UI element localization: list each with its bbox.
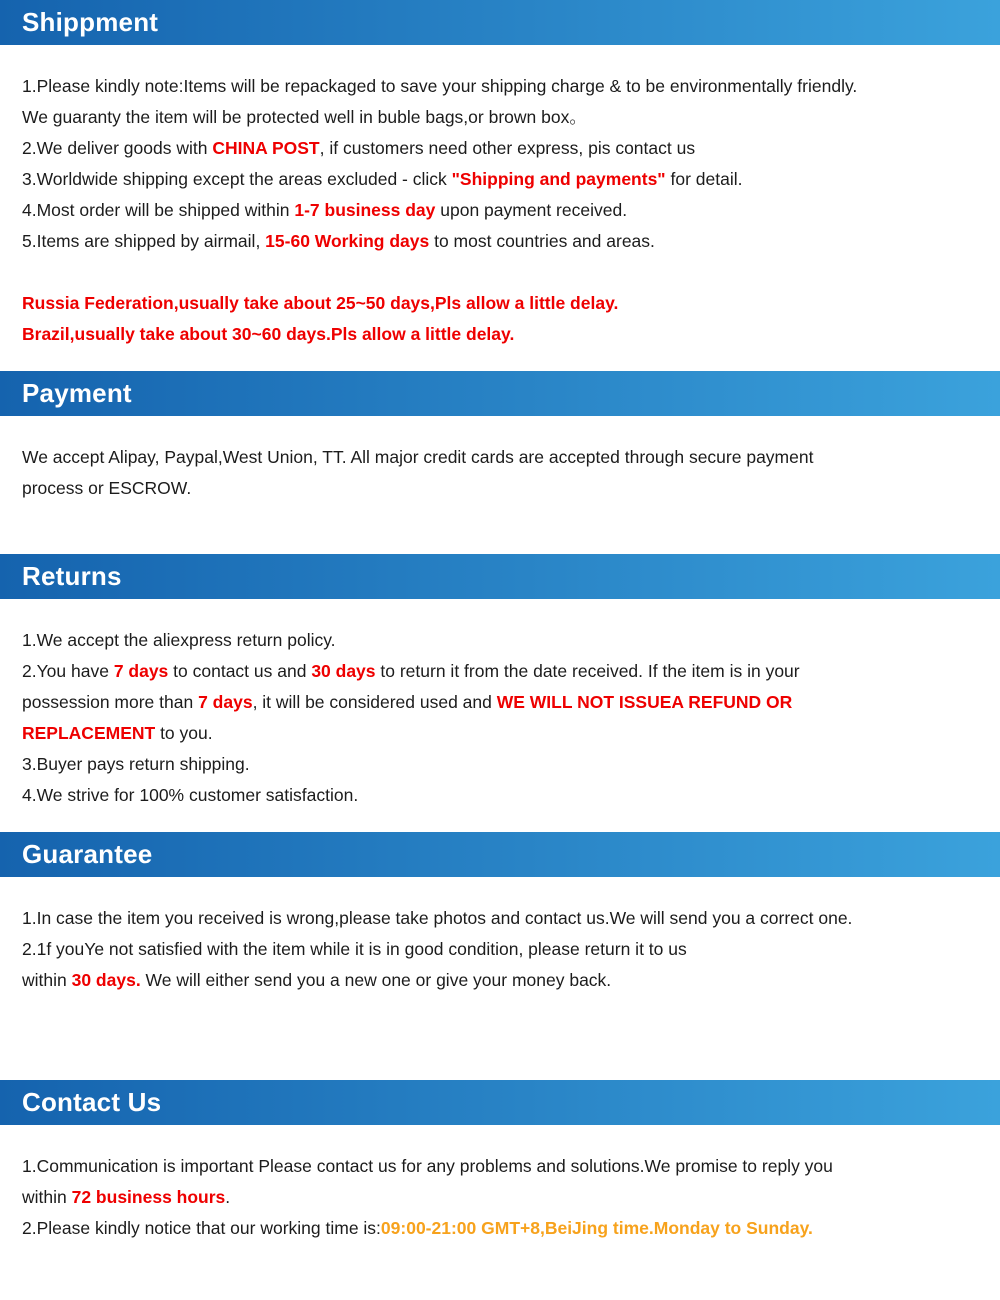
text-line bbox=[22, 195, 978, 226]
text-run: within bbox=[22, 970, 72, 990]
red-highlight-text: 7 days bbox=[113, 661, 169, 681]
text-run: 2.Please kindly notice that our working time is: bbox=[22, 1218, 381, 1238]
red-highlight-text: 1-7 business day bbox=[294, 200, 436, 220]
text-run: to contact us and bbox=[168, 661, 312, 681]
text-line bbox=[22, 288, 978, 319]
section-shipment bbox=[0, 0, 1000, 350]
section-title-payment: Payment bbox=[22, 378, 132, 408]
red-highlight-text: 30 days bbox=[311, 661, 376, 681]
red-highlight-text: 15-60 Working days bbox=[265, 231, 430, 251]
section-header-payment bbox=[0, 371, 1000, 416]
text-line bbox=[22, 749, 978, 780]
section-header-contact-us bbox=[0, 1080, 1000, 1125]
text-run: to return it from the date received. If the item is in your bbox=[375, 661, 800, 681]
section-title-contact-us: Contact Us bbox=[22, 1087, 162, 1117]
text-line bbox=[22, 687, 978, 718]
text-line bbox=[22, 319, 978, 350]
section-body-shipment bbox=[0, 45, 1000, 350]
text-line bbox=[22, 133, 978, 164]
text-line bbox=[22, 257, 978, 288]
text-run: 3.Worldwide shipping except the areas excluded - click bbox=[22, 169, 452, 189]
section-title-guarantee: Guarantee bbox=[22, 839, 153, 869]
text-run: 1.We accept the aliexpress return policy. bbox=[22, 630, 336, 650]
text-run: 5.Items are shipped by airmail, bbox=[22, 231, 266, 251]
section-header-returns bbox=[0, 554, 1000, 599]
text-run: process or ESCROW. bbox=[22, 478, 192, 498]
text-line bbox=[22, 442, 978, 473]
text-line bbox=[22, 625, 978, 656]
text-run: 4.We strive for 100% customer satisfaction. bbox=[22, 785, 359, 805]
text-run: upon payment received. bbox=[435, 200, 628, 220]
text-line bbox=[22, 718, 978, 749]
text-line bbox=[22, 71, 978, 102]
section-title-shipment: Shippment bbox=[22, 7, 159, 37]
text-line bbox=[22, 102, 978, 133]
text-run: 4.Most order will be shipped within bbox=[22, 200, 295, 220]
red-highlight-text: Russia Federation,usually take about 25~50 days,Pls allow a little delay. bbox=[22, 293, 619, 313]
red-highlight-text: WE WILL NOT ISSUEA REFUND OR bbox=[496, 692, 793, 712]
text-run: 3.Buyer pays return shipping. bbox=[22, 754, 250, 774]
text-line bbox=[22, 965, 978, 996]
text-line bbox=[22, 903, 978, 934]
red-highlight-text: 30 days. bbox=[71, 970, 141, 990]
section-contact-us bbox=[0, 1080, 1000, 1244]
text-run: , if customers need other express, pis contact us bbox=[319, 138, 696, 158]
orange-highlight-text: 09:00-21:00 GMT+8,BeiJing time.Monday to Sunday. bbox=[380, 1218, 813, 1238]
section-body-payment bbox=[0, 416, 1000, 504]
text-run: to you. bbox=[155, 723, 213, 743]
section-payment bbox=[0, 371, 1000, 504]
section-body-returns bbox=[0, 599, 1000, 811]
red-highlight-text: "Shipping and payments" bbox=[451, 169, 666, 189]
text-run: We accept Alipay, Paypal,West Union, TT. All major credit cards are accepted through secure payment bbox=[22, 447, 814, 467]
section-body-contact-us bbox=[0, 1125, 1000, 1244]
text-run: 2.You have bbox=[22, 661, 114, 681]
section-returns bbox=[0, 554, 1000, 811]
text-line bbox=[22, 473, 978, 504]
section-header-shipment bbox=[0, 0, 1000, 45]
text-line bbox=[22, 1182, 978, 1213]
text-run: to most countries and areas. bbox=[429, 231, 655, 251]
text-line bbox=[22, 164, 978, 195]
red-highlight-text: REPLACEMENT bbox=[22, 723, 156, 743]
red-highlight-text: CHINA POST bbox=[212, 138, 320, 158]
text-run: We will either send you a new one or give your money back. bbox=[140, 970, 612, 990]
text-run: 1.Please kindly note:Items will be repackaged to save your shipping charge & to be environmentally friendly. bbox=[22, 76, 858, 96]
section-guarantee bbox=[0, 832, 1000, 996]
text-run: 2.1f youYe not satisfied with the item while it is in good condition, please return it to us bbox=[22, 939, 687, 959]
text-line bbox=[22, 1151, 978, 1182]
text-run: . bbox=[225, 1187, 231, 1207]
text-run: We guaranty the item will be protected well in buble bags,or brown box。 bbox=[22, 107, 587, 127]
text-line bbox=[22, 1213, 978, 1244]
text-run: for detail. bbox=[665, 169, 743, 189]
red-highlight-text: 7 days bbox=[198, 692, 253, 712]
text-run: 1.Communication is important Please contact us for any problems and solutions.We promise to reply you bbox=[22, 1156, 833, 1176]
red-highlight-text: Brazil,usually take about 30~60 days.Pls allow a little delay. bbox=[22, 324, 515, 344]
section-title-returns: Returns bbox=[22, 561, 122, 591]
text-run: 2.We deliver goods with bbox=[22, 138, 213, 158]
red-highlight-text: 72 business hours bbox=[71, 1187, 226, 1207]
text-run: , it will be considered used and bbox=[252, 692, 497, 712]
text-line bbox=[22, 780, 978, 811]
text-run: possession more than bbox=[22, 692, 199, 712]
text-line bbox=[22, 934, 978, 965]
section-header-guarantee bbox=[0, 832, 1000, 877]
text-line bbox=[22, 656, 978, 687]
text-run: 1.In case the item you received is wrong,please take photos and contact us.We will send you a correct one. bbox=[22, 908, 853, 928]
section-body-guarantee bbox=[0, 877, 1000, 996]
text-run: within bbox=[22, 1187, 72, 1207]
text-line bbox=[22, 226, 978, 257]
